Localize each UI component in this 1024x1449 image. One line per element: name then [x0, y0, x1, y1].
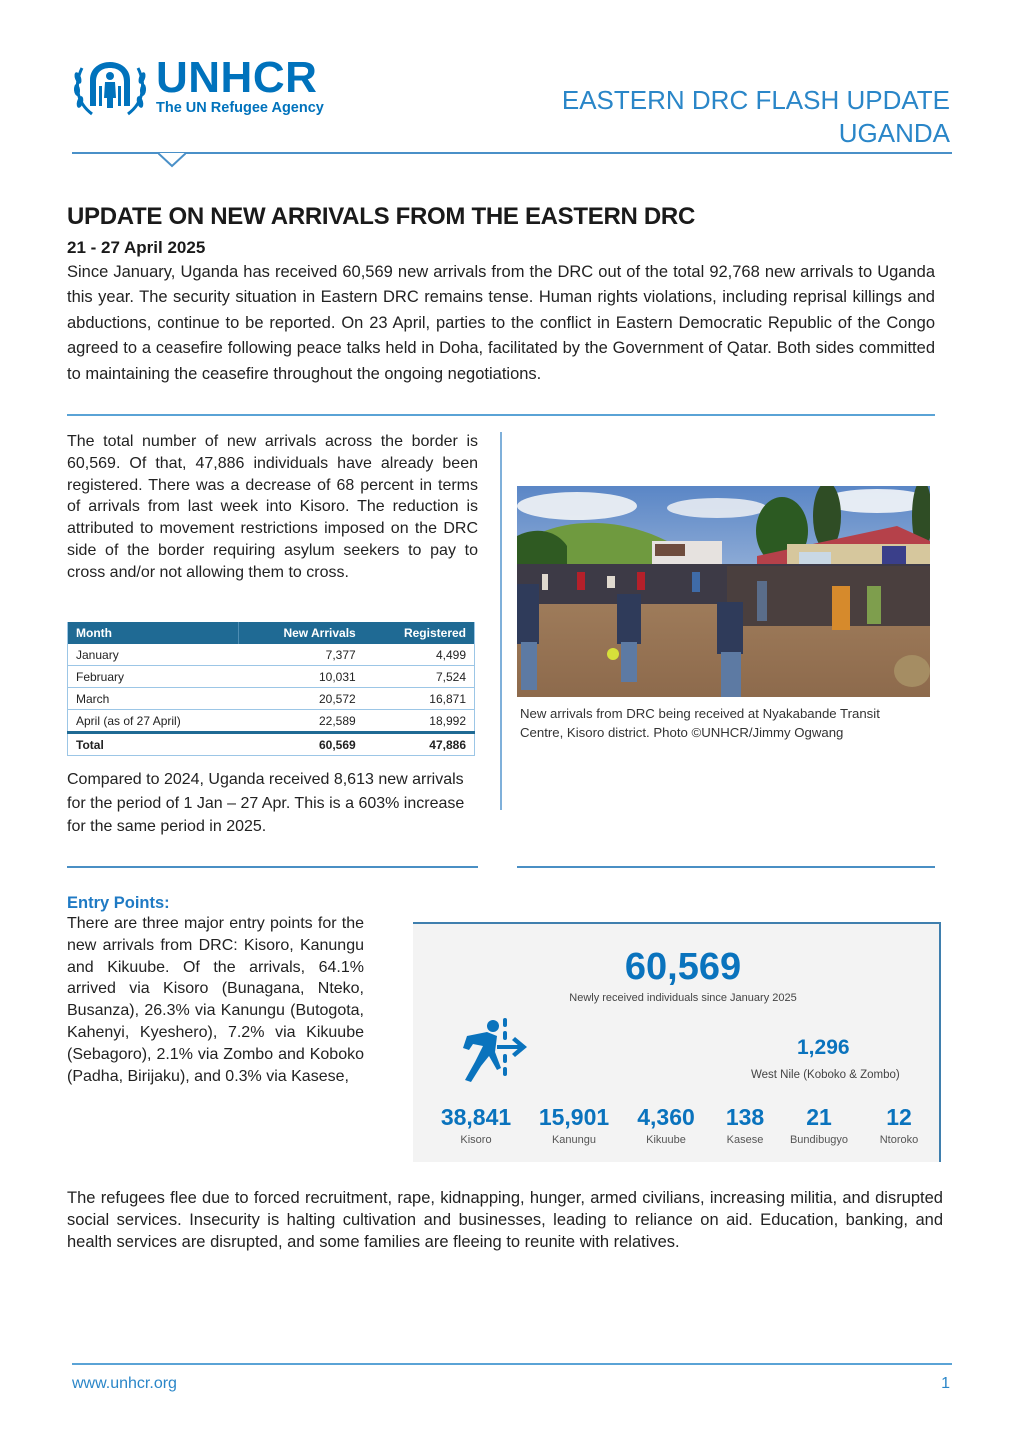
cell-new-arrivals: 22,589	[238, 710, 363, 733]
table-total-row	[68, 733, 475, 756]
photo-caption: New arrivals from DRC being received at Nyakabande Transit Centre, Kisoro district. Photo ©UNHCR/Jimmy Ogwang	[520, 706, 880, 740]
cell-registered: 18,992	[364, 710, 475, 733]
report-dates: 21 - 27 April 2025	[67, 238, 206, 257]
stat-label: Ntoroko	[879, 1134, 919, 1146]
cell-month: January	[68, 644, 239, 666]
unhcr-emblem-icon	[72, 56, 148, 120]
west-nile-value: 1,296	[797, 1036, 850, 1059]
cell-registered: 16,871	[364, 688, 475, 710]
reasons-paragraph: The refugees flee due to forced recruitment, rape, kidnapping, hunger, armed civilians, increasing militia, and disrupted social services. Insecurity is halting cultivation and businesses, leading to reliance on aid. Education, banking, and health services are disrupted, and some families are fleeing to reunite with relatives.	[67, 1189, 943, 1251]
stat-ntoroko	[869, 1104, 929, 1146]
table-row	[68, 644, 475, 666]
stat-value: 4,360	[637, 1104, 695, 1130]
stat-kasese	[717, 1104, 773, 1146]
table-header-row	[68, 622, 475, 644]
cell-total-registered: 47,886	[364, 733, 475, 756]
document-title	[562, 84, 950, 150]
stat-label: Kanungu	[551, 1134, 597, 1146]
footer-website-link[interactable]: www.unhcr.org	[72, 1375, 177, 1392]
page-headline: UPDATE ON NEW ARRIVALS FROM THE EASTERN DRC	[67, 203, 695, 230]
stat-bundibugyo	[785, 1104, 853, 1146]
logo-tagline: The UN Refugee Agency	[156, 100, 324, 116]
unhcr-logo	[72, 53, 342, 120]
cell-new-arrivals: 10,031	[238, 666, 363, 688]
stat-value: 21	[806, 1104, 832, 1130]
stat-kanungu	[533, 1104, 615, 1146]
cell-month: March	[68, 688, 239, 710]
footer-divider	[72, 1363, 952, 1365]
stat-value: 38,841	[440, 1104, 512, 1130]
cell-total-label: Total	[68, 733, 239, 756]
transit-centre-photo	[517, 486, 930, 697]
stat-kikuube	[631, 1104, 701, 1146]
logo-wordmark: UNHCR	[156, 53, 318, 102]
cell-new-arrivals: 20,572	[238, 688, 363, 710]
total-arrivals-value: 60,569	[624, 946, 742, 988]
total-arrivals-label: Newly received individuals since January 2025	[569, 992, 797, 1004]
arrivals-paragraph: The total number of new arrivals across the border is 60,569. Of that, 47,886 individuals have already been registered. There was a decrease of 68 percent in terms of arrivals from last week into Kisoro. The reduction is attributed to movement restrictions imposed on the DRC side of the border requiring asylum seekers to pay to cross and/or not allowing them to cross.	[67, 433, 478, 581]
left-column-divider	[67, 866, 478, 868]
cell-new-arrivals: 7,377	[238, 644, 363, 666]
column-header-month: Month	[68, 622, 239, 644]
cell-registered: 7,524	[364, 666, 475, 688]
stat-label: Kikuube	[646, 1134, 686, 1146]
cell-month: April (as of 27 April)	[68, 710, 239, 733]
arrivals-table	[67, 622, 475, 756]
table-row	[68, 688, 475, 710]
arrivals-infographic	[413, 922, 941, 1162]
intro-paragraph: Since January, Uganda has received 60,569 new arrivals from the DRC out of the total 92,768 new arrivals to Uganda this year. The security situation in Eastern DRC remains tense. Human rights violations, including reprisal killings and abductions, continue to be reported. On 23 April, parties to the conflict in Eastern Democratic Republic of the Congo agreed to a ceasefire following peace talks held in Doha, facilitated by the Government of Qatar. Both sides committed to maintaining the ceasefire throughout the ongoing negotiations.	[67, 263, 935, 383]
cell-month: February	[68, 666, 239, 688]
page-number: 1	[941, 1375, 950, 1392]
header-notch-icon	[158, 153, 186, 169]
person-crossing-border-icon	[457, 1018, 529, 1084]
section-divider	[67, 414, 935, 416]
stat-label: Kasese	[726, 1134, 764, 1146]
column-header-registered: Registered	[364, 622, 475, 644]
stat-value: 138	[725, 1104, 765, 1130]
stat-kisoro	[435, 1104, 517, 1146]
stat-value: 12	[886, 1104, 912, 1130]
cell-total-new-arrivals: 60,569	[238, 733, 363, 756]
header-divider	[72, 152, 952, 154]
table-row	[68, 710, 475, 733]
stat-value: 15,901	[538, 1104, 610, 1130]
west-nile-label: West Nile (Koboko & Zombo)	[751, 1069, 900, 1081]
column-header-new-arrivals: New Arrivals	[238, 622, 363, 644]
entry-points-heading: Entry Points:	[67, 894, 170, 912]
cell-registered: 4,499	[364, 644, 475, 666]
right-column-divider	[517, 866, 935, 868]
table-row	[68, 666, 475, 688]
entry-points-paragraph: There are three major entry points for the new arrivals from DRC: Kisoro, Kanungu and Kikuube. Of the arrivals, 64.1% arrived via Kisoro (Bunagana, Nteko, Busanza), 26.3% via Kanungu (Butogota, Kahenyi, Kyeshero), 7.2% via Kikuube (Sebagoro), 2.1% via Zombo and Koboko (Padha, Birijaku), and 0.3% via Kasese,	[67, 915, 364, 1085]
document-title-line-2: UGANDA	[838, 118, 950, 148]
stat-label: Kisoro	[460, 1134, 492, 1146]
comparison-paragraph: Compared to 2024, Uganda received 8,613 new arrivals for the period of 1 Jan – 27 Apr. This is a 603% increase for the same period in 2025.	[67, 771, 465, 835]
document-title-line-1: EASTERN DRC FLASH UPDATE	[561, 85, 950, 115]
stat-label: Bundibugyo	[789, 1134, 849, 1146]
column-divider	[500, 432, 502, 810]
